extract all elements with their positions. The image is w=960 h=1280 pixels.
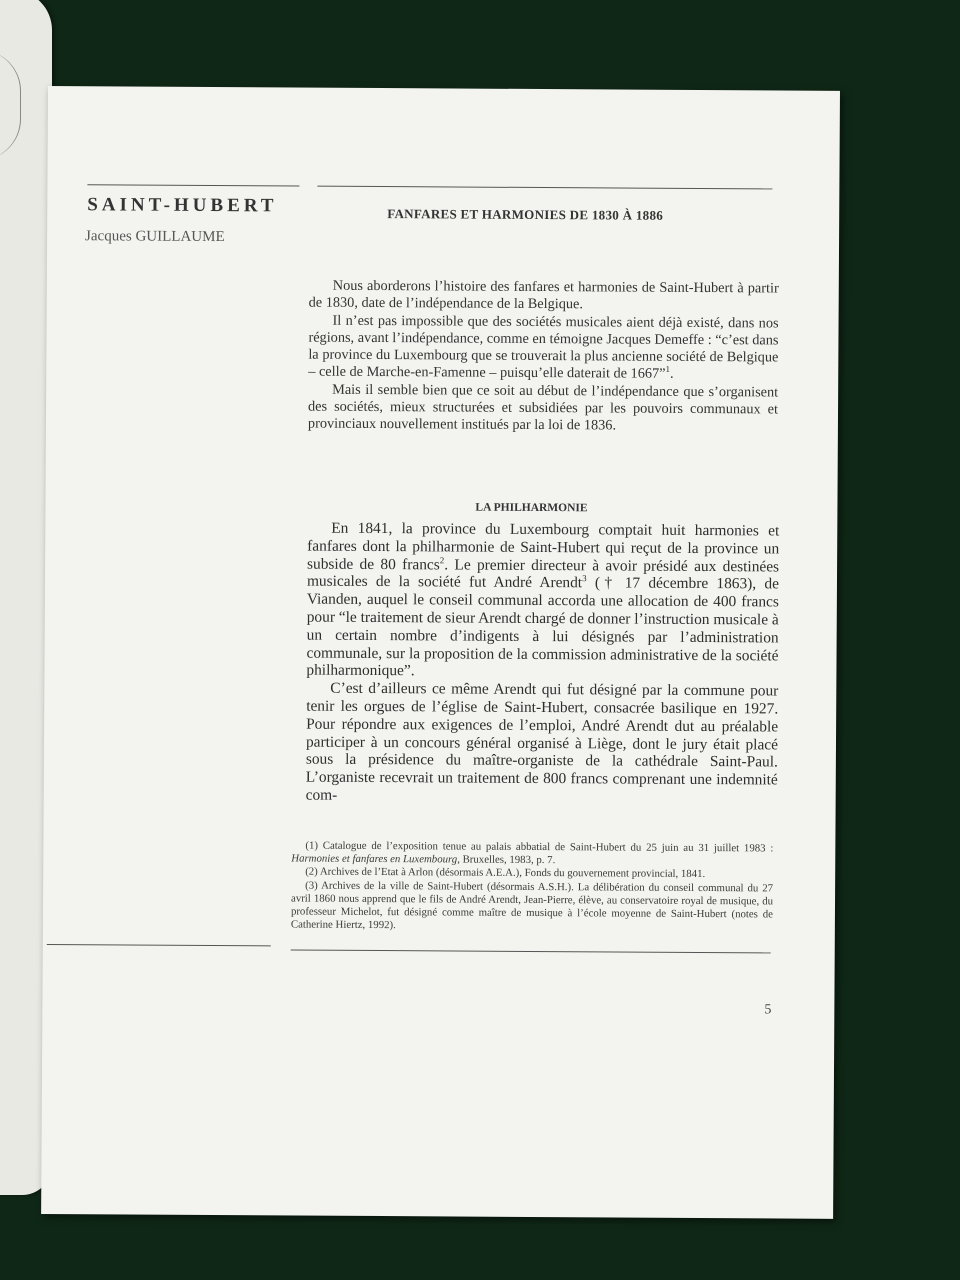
intro-paragraph: Mais il semble bien que ce soit au début de l’indépendance que s’organisent des sociétés, mieux structurées et subsidiées par les pouvoirs communaux et provinciaux nouvellement institués par la loi de 1836. (307, 381, 779, 434)
footnote-text: (1) Catalogue de l’exposition tenue au palais abbatial de Saint-Hubert du 25 juin au 31 juillet 1983 : (305, 839, 774, 855)
footer-rule-left (47, 944, 271, 946)
footnote-ref: 1 (665, 364, 671, 375)
footnote-title: Harmonies et fanfares en Luxembourg (291, 852, 458, 866)
header-rule-right (317, 186, 772, 190)
footnote-ref: 2 (439, 554, 445, 565)
paragraph-text: En 1841, la province du Luxembourg comptait huit harmonies et fanfares dont la philharmonie de Saint-Hubert qui reçut de la province un subside de 80 francs (307, 519, 780, 573)
article-title: FANFARES ET HARMONIES DE 1830 À 1886 (387, 206, 664, 223)
footer-rule-right (291, 949, 771, 953)
intro-text (308, 278, 779, 437)
intro-paragraph: Nous aborderons l’histoire des fanfares et harmonies de Saint-Hubert à partir de 1830, date de l’indépendance de la Belgique. (308, 277, 779, 313)
intro-paragraph (308, 312, 778, 384)
footnotes (291, 840, 774, 935)
intro-paragraph-text: Il n’est pas impossible que des sociétés musicales aient déjà existé, dans nos régions, avant l’indépendance, comme en témoigne Jacques Demeffe : “c’est dans la province du Luxembourg que se trouverait la plus ancienne société de Belgique – celle de Marche-en-Famenne – puisqu’elle daterait de 1667” (308, 312, 779, 383)
section-title: SAINT-HUBERT (87, 194, 278, 217)
section-text (306, 520, 780, 808)
section-paragraph: C’est d’ailleurs ce même Arendt qui fut désigné par la commune pour tenir les orgues de l’église de Saint-Hubert, consacrée basilique en 1927. Pour répondre aux exigences de l’emploi, André Arendt dut au préalable participer à un concours général organisé à Liège, dont le jury était placé sous la présidence du maître-organiste de la cathédrale Saint-Paul. L’organiste recevrait un traitement de 800 francs comprenant une indemnité com- (305, 679, 779, 804)
book-page (41, 86, 840, 1219)
section-paragraph (306, 520, 779, 683)
page-curl-line (0, 50, 21, 160)
header-rule-left (87, 184, 299, 186)
footnote (291, 840, 773, 869)
paragraph-text: († 17 décembre 1863), de Vianden, auquel le conseil communal accorda une allocation de 400 francs pour “le traitement de sieur Arendt chargé de donner l’instruction musicale à un certain nombre d’indigents à lui désignés par l’administration communale, sur la proposition de la commission administrative de la société philharmonique”. (306, 574, 780, 680)
footnote-ref: 3 (582, 573, 587, 584)
author-name: Jacques GUILLAUME (85, 228, 225, 246)
footnote-text: , Bruxelles, 1983, p. 7. (457, 853, 556, 867)
footnote: (3) Archives de la ville de Saint-Hubert (désormais A.S.H.). La délibération du conseil communal du 27 avril 1860 nous apprend que le fils de André Arendt, Jean-Pierre, élève, au conservatoire royal de musique, du professeur Michelot, fut désigné comme maître de musique à l’école moyenne de Saint-Hubert (notes de Catherine Hiertz, 1992). (290, 879, 774, 932)
punctuation: . (669, 366, 674, 383)
footnote: (2) Archives de l’Etat à Arlon (désormais A.E.A.), Fonds du gouvernement provincial, 1841. (305, 865, 706, 881)
paragraph-text: . Le premier directeur à avoir présidé aux destinées musicales de la société fut André Arendt (306, 556, 780, 592)
page-number: 5 (764, 1002, 772, 1018)
section-heading: LA PHILHARMONIE (475, 501, 588, 515)
